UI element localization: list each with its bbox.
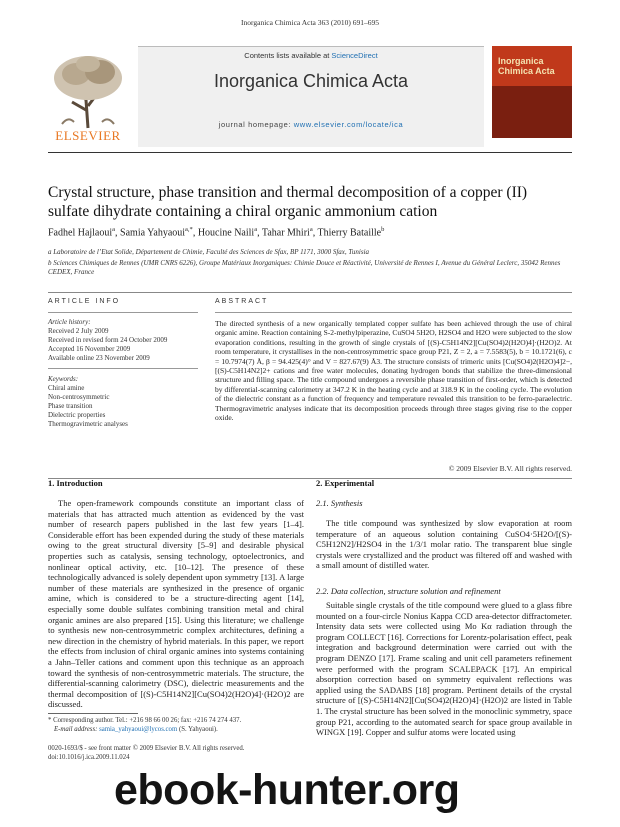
homepage-prefix: journal homepage: — [218, 120, 294, 129]
author-sup: a — [309, 226, 313, 233]
journal-title: Inorganica Chimica Acta — [213, 71, 409, 91]
email-link[interactable]: samia_yahyaoui@lycos.com — [99, 726, 178, 733]
history-label: Article history: — [48, 318, 91, 326]
keywords-label: Keywords: — [48, 375, 79, 383]
email-suffix: (S. Yahyaoui). — [177, 726, 218, 733]
history-item: Available online 23 November 2009 — [48, 354, 150, 362]
data-collection-heading: 2.2. Data collection, structure solution and refinement — [316, 586, 501, 596]
history-item: Accepted 16 November 2009 — [48, 345, 131, 353]
keyword-item: Non-centrosymmetric — [48, 393, 110, 401]
sciencedirect-link[interactable]: ScienceDirect — [331, 51, 378, 60]
email-note — [54, 726, 304, 735]
homepage-link[interactable]: www.elsevier.com/locate/ica — [293, 120, 404, 129]
journal-cover-thumbnail — [492, 46, 572, 138]
keyword-item: Phase transition — [48, 402, 93, 410]
publisher-wordmark: ELSEVIER — [55, 128, 121, 143]
contents-line — [138, 51, 484, 60]
author-name[interactable]: Tahar Mhiri — [261, 227, 310, 239]
copyright-line: © 2009 Elsevier B.V. All rights reserved. — [448, 464, 572, 473]
keyword-item: Dielectric properties — [48, 411, 106, 419]
issn-line: 0020-1693/$ - see front matter © 2009 Elsevier B.V. All rights reserved. — [48, 745, 245, 752]
author-sup: a — [254, 226, 258, 233]
cover-title: Inorganica Chimica Acta — [498, 56, 555, 76]
article-history — [48, 318, 208, 363]
data-collection-paragraph: Suitable single crystals of the title compound were glued to a glass fibre mounted on a four-circle Nonius Kappa CCD area-detector diffractometer. Intensity data sets were collected using Mo Kα radiation through the program COLLECT [16]. Corrections for Lorentz-polarisation effect, peak integration and background determination were carried out with the program DENZO [17]. Frame scaling and unit cell parameters refinement were performed with the program SCALEPACK [17]. An empirical absorption correction based on symmetry equivalent reflections was applied using the SADABS [18] program. Pertinent details of the crystal structure of [(S)-C5H14N2][Cu(SO4)2(H2O)4]·(H2O)2 are listed in Table 1. The crystal structure has been solved in the monoclinic symmetry, space group P21, according to the automated search for space group available in WINGX [19]. Copper and sulfur atoms were located using — [316, 600, 572, 738]
section-divider — [48, 292, 572, 293]
abstract-heading: ABSTRACT — [215, 298, 269, 305]
keywords — [48, 375, 208, 429]
cover-image-band — [492, 86, 572, 138]
journal-reference: Inorganica Chimica Acta 363 (2010) 691–695 — [241, 18, 379, 27]
header-divider — [48, 152, 572, 153]
journal-homepage — [138, 120, 484, 129]
author-sup: a — [112, 226, 116, 233]
intro-paragraph: The open-framework compounds constitute an important class of materials that has attracted much attention as evidenced by the vast number of research papers published in the last few years [1–4]. Considerable effort has been expended during the study of these materials owing to the great structural diversity [5–9] and desirable physical properties such as catalysis, sensing technology, optoelectronics, and nonlinear optical activity, etc. [10–12]. The presence of these technologically advanced is solely dependent upon symmetry [13]. A large number of these materials are synthesized in the presence of organic amine, which is considered to be a structure-directing agent [14], especially some double sulfates combining transition metal and chiral organic amines are also prepared [15]. Using this literature; we challenge to synthesis new non-centrosymmetric complex architectures, defining a new direction in the chemistry of hybrid materials. In this paper, we report the effects from inclusion of chiral organic amines into systems containing a Jahn–Teller cations and comment upon this technique as an approach toward the synthesis of non-centrosymmetric materials. The structure, the differential-scanning calorimetry (DSC), dielectric measurements and the thermal decomposition of [(S)-C5H14N2][Cu(SO4)2(H2O)4]·(H2O)2 are discussed. — [48, 498, 304, 710]
doi-link[interactable]: doi:10.1016/j.ica.2009.11.024 — [48, 754, 130, 761]
elsevier-tree-logo — [48, 46, 128, 134]
affiliation-a: a Laboratoire de l’Etat Solide, Département de Chimie, Faculté des Sciences de Sfax, BP 1171, 3000 Sfax, Tunisia — [48, 248, 370, 256]
email-label: E-mail address: — [54, 726, 100, 733]
keyword-item: Thermogravimetric analyses — [48, 420, 128, 428]
affiliation-b: b Sciences Chimiques de Rennes (UMR CNRS 6226), Groupe Matériaux Inorganiques: Chimie Douce et Réactivité, Université de Rennes I, Avenue du Général Leclerc, 35042 Rennes CEDEX, France — [48, 259, 561, 276]
synthesis-heading: 2.1. Synthesis — [316, 498, 363, 508]
author-name[interactable]: Houcine Naili — [197, 227, 255, 239]
author-name[interactable]: Fadhel Hajlaoui — [48, 227, 113, 239]
history-item: Received in revised form 24 October 2009 — [48, 336, 168, 344]
abstract-rule — [215, 312, 572, 313]
body-divider — [48, 478, 572, 479]
keyword-item: Chiral amine — [48, 384, 85, 392]
author-name[interactable]: Thierry Bataille — [317, 227, 382, 239]
abstract-text: The directed synthesis of a new organically templated copper sulfate has been achieved through the use of chiral organic amine. Reaction containing S-2-methylpiperazine, CuSO4 5H2O, H2SO4 and H2O were subjected to the slow evaporation conditions, resulting in the growth of single crystals of [(S)-C5H14N2][Cu(SO4)2(H2O)4]·(H2O)2. At room temperature, it crystallises in the non-centrosymmetric space group P21, Z = 2, a = 7.5583(5), b = 10.1721(6), c = 10.7974(7) Å, β = 94.425(4)° and V = 827.67(9) Å3. The structure consists of trimeric units [Cu(SO4)2(H2O)4]2−, [(S)-C5H14N2]2+ cations and free water molecules, donating hydrogen bonds that stabilize the three-dimensional structure and filling space. The title compound undergoes a reversible phase transition of first-order, which is detected by differential-scanning calorimetry at 347.2 K in the heating cycle and at 318.9 K in the cooling cycle. The evolution of the dielectric constant as a function of frequency and temperature revealed this transition to be ferro-paraelectric. Thermogravimetric analyses indicate that its decomposition proceeds through three stages giving rise to the copper oxide. — [215, 319, 572, 423]
watermark-text: ebook-hunter.org — [114, 766, 460, 814]
intro-heading: 1. Introduction — [48, 478, 103, 488]
corresponding-author-note: * Corresponding author. Tel.: +216 98 66 00 26; fax: +216 74 274 437. — [48, 717, 242, 724]
history-item: Received 2 July 2009 — [48, 327, 109, 335]
experimental-heading: 2. Experimental — [316, 478, 375, 488]
author-list: Fadhel Hajlaoui$^a$, Samia Yahyaoui$^{a,*}$, Houcine Naili$^a$, Tahar Mhiri$^a$, Thierry Bataille$^b$ — [48, 226, 385, 239]
article-title: Crystal structure, phase transition and thermal decomposition of a copper (II) sulfate dihydrate containing a chiral organic ammonium cation — [48, 184, 528, 220]
author-name[interactable]: Samia Yahyaoui — [120, 227, 186, 239]
journal-header — [48, 46, 572, 146]
synthesis-paragraph: The title compound was synthesized by slow evaporation at room temperature of an aqueous solution containing CuSO4·5H2O/[(S)-C5H12N2]/H2SO4 in the 1/3/1 molar ratio. The transparent blue single crystals were crystallized and the product was filtered off and washed with a small amount of distilled water. — [316, 518, 572, 571]
author-sup: b — [381, 226, 385, 233]
header-center-panel — [138, 46, 484, 147]
author-sup: a,* — [185, 226, 193, 233]
footnote-rule — [48, 713, 138, 714]
contents-prefix: Contents lists available at — [244, 51, 332, 60]
info-divider — [48, 368, 198, 369]
article-info-heading: ARTICLE INFO — [48, 298, 121, 305]
article-info-rule — [48, 312, 198, 313]
